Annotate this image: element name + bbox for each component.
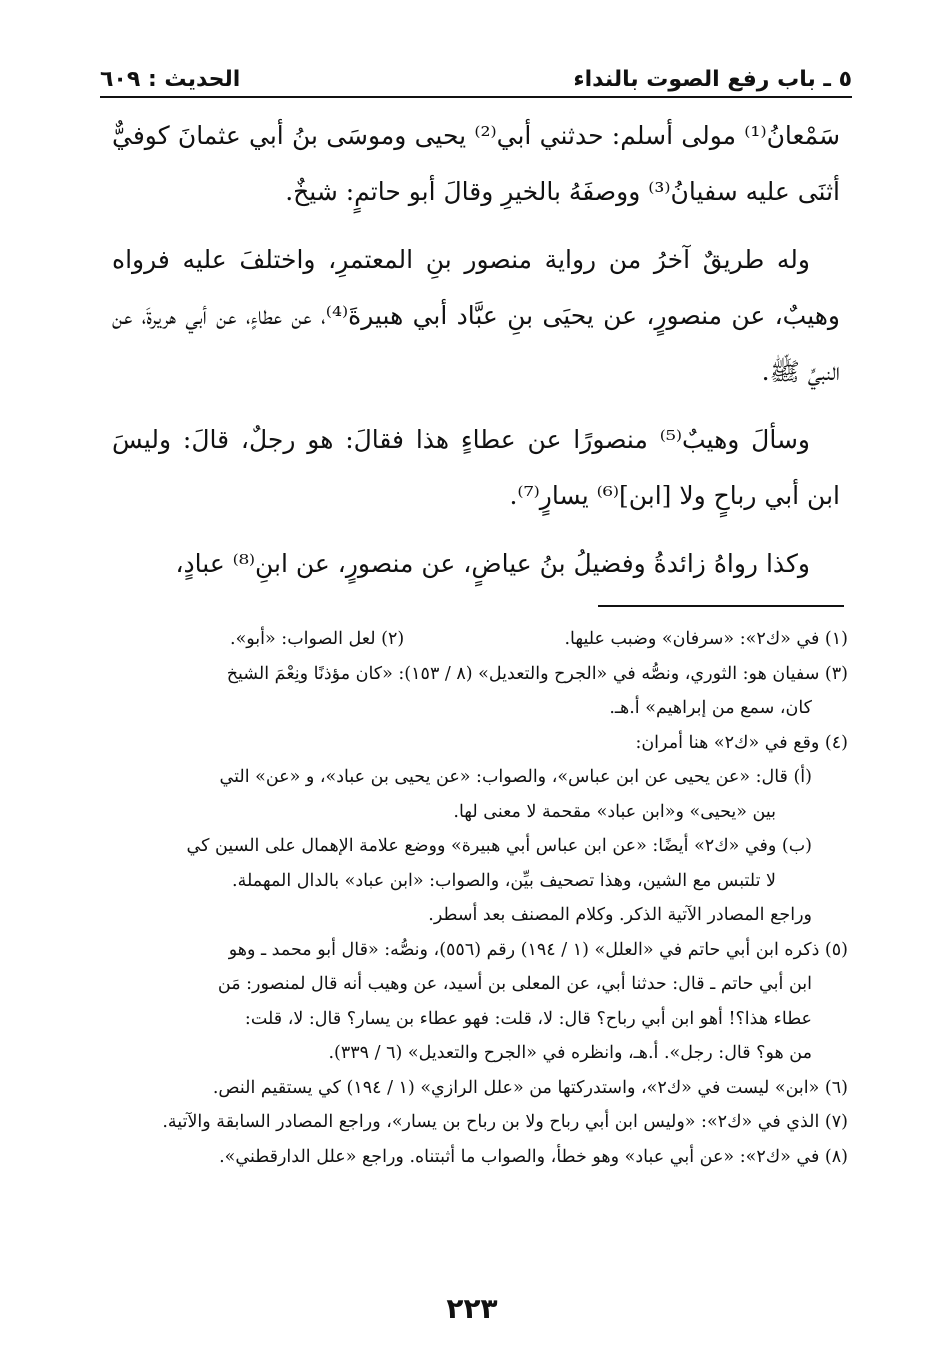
paragraph-1: سَمْعانُ⁽¹⁾ مولى أسلم: حدثني أبي⁽²⁾ يحيى وموسَى بنُ أبي عثمانَ كوفيٌّ أثنَى عليه سفيانُ⁽³⁾ ووصفَهُ بالخيرِ وقالَ أبو حاتمٍ: شيخٌ. [112,121,841,206]
paragraph-4: وكذا رواهُ زائدةُ وفضيلُ بنُ عياضٍ، عن منصورٍ، عن ابنِ⁽⁸⁾ عبادٍ، [175,549,810,578]
footnote-8: (٨) في «ك٢»: «عن أبي عباد» وهو خطأ، والصواب ما أثبتناه. وراجع «علل الدارقطني». [219,1146,848,1167]
footnote-7: (٧) الذي في «ك٢»: «وليس ابن أبي رباح ولا بن رباح بن يسار»، وراجع المصادر السابقة والآتية. [162,1112,848,1132]
footnote-4c: وراجع المصادر الآتية الذكر. وكلام المصنف بعد أسطر. [428,905,812,925]
main-text [112,108,840,604]
page-number: ٢٢٣ [446,1292,498,1325]
chapter-title: ٥ ـ باب رفع الصوت بالنداء [573,67,852,92]
footnote-4: (٤) وقع في «ك٢» هنا أمران: [635,732,848,753]
footnote-divider [598,605,844,607]
footnote-5: (٥) ذكره ابن أبي حاتم في «العلل» (١ / ١٩٤) رقم (٥٥٦)، ونصُّه: «قال أبو محمد ـ وهو [228,939,848,960]
footnote-2: (٢) لعل الصواب: «أبو». [230,629,405,649]
header-divider [100,96,852,98]
footnote-3-cont: كان، سمع من إبراهيم» أ.هـ. [609,698,812,718]
footnote-5-cont-3: من هو؟ قال: رجل». أ.هـ، وانظره في «الجرح والتعديل» (٦ / ٣٣٩). [328,1043,812,1063]
hadith-number: الحديث : ٦٠٩ [100,67,241,92]
footnote-4a-cont: بين «يحيى» و«ابن عباد» مقحمة لا معنى لها. [453,801,776,822]
paragraph-2: وله طريقٌ آخرُ من رواية منصور بنِ المعتمرِ، واختلفَ عليه فرواه وهيبٌ، عن منصورٍ، عن يحيَى بنِ عبَّاد أبي هبيرةَ⁽⁴⁾، عن عطاءٍ، عن أبي هريرةَ، عن النبيِّ ﷺ. [112,245,841,386]
footnote-row-1-2 [110,622,848,657]
paragraph-3: وسألَ وهيبٌ⁽⁵⁾ منصورًا عن عطاءٍ هذا فقالَ: هو رجلٌ، قالَ: وليسَ ابن أبي رباحٍ ولا [ابن]⁽⁶⁾ يسارٍ⁽⁷⁾. [112,425,840,510]
running-header [100,58,852,92]
footnote-4b-cont: لا تلتبس مع الشين، وهذا تصحيف بيِّن، والصواب: «ابن عباد» بالدال المهملة. [232,870,776,891]
footnote-5-cont-1: ابن أبي حاتم ـ قال: حدثنا أبي، عن المعلى بن أسيد، عن وهيب أنه قال لمنصور: مَن [217,974,812,994]
footnote-4a: (أ) قال: «عن يحيى عن ابن عباس»، والصواب: «عن يحيى بن عباد»، و «عن» التي [219,767,812,787]
footnote-6: (٦) «ابن» ليست في «ك٢»، واستدركتها من «علل الرازي» (١ / ١٩٤) كي يستقيم النص. [212,1077,848,1098]
footnote-1: (١) في «ك٢»: «سرفان» وضبب عليها. [564,629,848,649]
footnotes [110,622,848,1174]
footnote-4b: (ب) وفي «ك٢» أيضًا: «عن ابن عباس أبي هبيرة» ووضع علامة الإهمال على السين كي [186,836,812,856]
footnote-3: (٣) سفيان هو: الثوري، ونصُّه في «الجرح والتعديل» (٨ / ١٥٣): «كان مؤذنًا ونِعْمَ الشيخ [226,663,848,684]
footnote-5-cont-2: عطاء هذا؟! أهو ابن أبي رباح؟ قال: لا، قلت: فهو عطاء بن يسار؟ قال: لا، قلت: [244,1008,812,1029]
